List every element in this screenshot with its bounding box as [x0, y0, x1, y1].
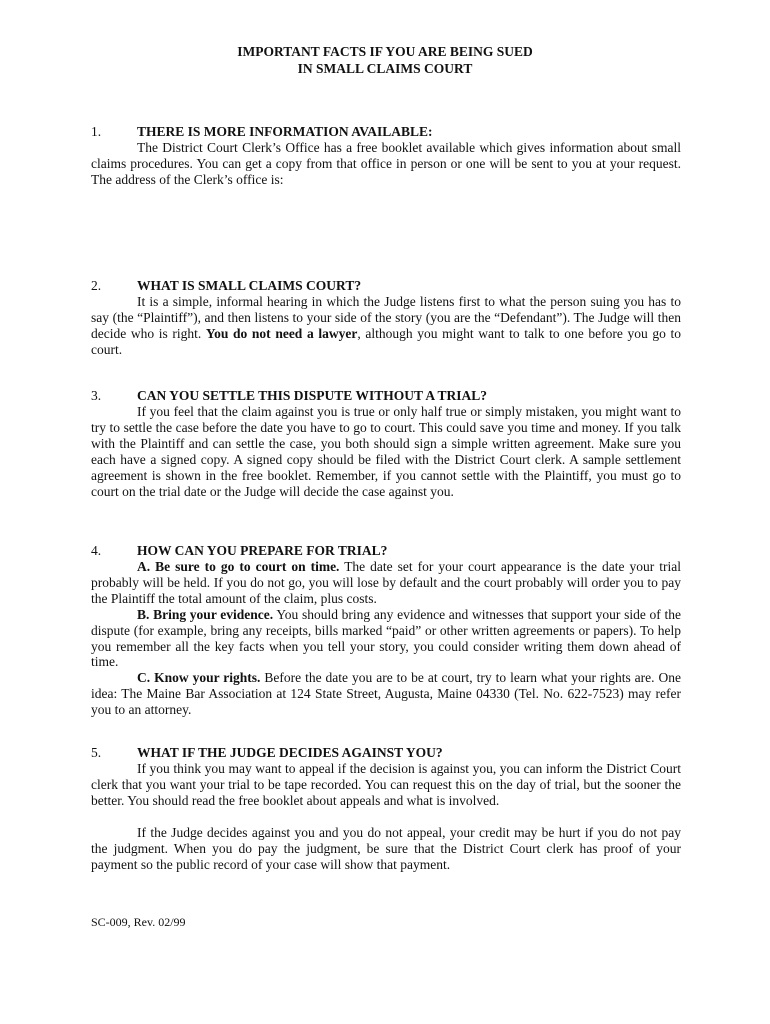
section-number: 4. — [91, 543, 102, 558]
section-title: THERE IS MORE INFORMATION AVAILABLE: — [137, 124, 433, 139]
section-heading — [91, 744, 681, 761]
paragraph-text: It is a simple, informal hearing in which the Judge listens first to what the person suing you has to say (the “Plaintiff”), and then listens to your side of the story (you are the “Defendant”). The Judge will then decide who is right. — [91, 294, 681, 341]
document-title-line-1: IMPORTANT FACTS IF YOU ARE BEING SUED — [237, 44, 533, 59]
form-number-footer: SC-009, Rev. 02/99 — [91, 915, 186, 929]
paragraph-text: , although you might want to talk to one before you go to court. — [91, 325, 682, 357]
paragraph-emphasis: You do not need a lawyer — [205, 325, 358, 341]
paragraph-text: The date set for your court appearance is the date your trial probably will be held. If you do not go, you will lose by default and the court probably will order you to pay the Plaintiff the total amount of the claim, plus costs. — [91, 559, 681, 606]
paragraph-a — [91, 559, 681, 607]
section-number: 1. — [91, 124, 102, 139]
section-2 — [91, 277, 681, 358]
paragraph-text: You should bring any evidence and witnesses that support your side of the dispute (for example, bring any receipts, bills marked “paid” or other written agreements or papers). To help you remember all the key facts when you tell your story, you could consider writing them down ahead of time. — [91, 606, 681, 670]
paragraph-emphasis: C. Know your rights. — [137, 670, 261, 686]
section-heading — [91, 277, 681, 294]
section-title: CAN YOU SETTLE THIS DISPUTE WITHOUT A TRIAL? — [137, 388, 487, 403]
section-number: 3. — [91, 388, 102, 403]
paragraph — [91, 140, 681, 188]
section-title: HOW CAN YOU PREPARE FOR TRIAL? — [137, 543, 388, 558]
paragraph-emphasis: B. Bring your evidence. — [137, 606, 274, 622]
paragraph-text: If you feel that the claim against you is true or only half true or simply mistaken, you might want to try to settle the case before the date you have to go to court. This could save you time and money. If you talk with the Plaintiff and can settle the case, you both should sign a simple written agreement. Make sure you each have a signed copy. A signed copy should be filed with the District Court clerk. A sample settlement agreement is shown in the free booklet. Remember, if you cannot settle with the Plaintiff, you must go to court on the trial date or the Judge will decide the case against you. — [91, 404, 681, 499]
paragraph — [91, 761, 681, 809]
section-heading — [91, 387, 681, 404]
section-number: 5. — [91, 745, 102, 760]
section-1 — [91, 123, 681, 188]
paragraph-text: The District Court Clerk’s Office has a free booklet available which gives information about small claims procedures. You can get a copy from that office in person or one will be sent to you at your request. The address of the Clerk’s office is: — [91, 140, 681, 187]
section-title: WHAT IF THE JUDGE DECIDES AGAINST YOU? — [137, 745, 443, 760]
paragraph — [91, 404, 681, 499]
section-heading — [91, 123, 681, 140]
section-number: 2. — [91, 278, 102, 293]
paragraph-text: If you think you may want to appeal if the decision is against you, you can inform the District Court clerk that you want your trial to be tape recorded. You can request this on the day of trial, but the sooner the better. You should read the free booklet about appeals and what is involved. — [91, 761, 681, 808]
paragraph — [91, 825, 681, 873]
paragraph-emphasis: A. Be sure to go to court on time. — [137, 559, 340, 574]
document-title-line-2: IN SMALL CLAIMS COURT — [297, 61, 473, 76]
section-heading — [91, 542, 681, 559]
paragraph-b — [91, 607, 681, 671]
paragraph-text: Before the date you are to be at court, try to learn what your rights are. One idea: The Maine Bar Association at 124 State Street, Augusta, Maine 04330 (Tel. No. 622-7523) may refer you to an attorney. — [91, 670, 681, 718]
paragraph-text: If the Judge decides against you and you do not appeal, your credit may be hurt if you do not pay the judgment. When you do pay the judgment, be sure that the District Court clerk has proof of your payment so the public record of your case will show that payment. — [91, 824, 681, 872]
paragraph — [91, 294, 681, 358]
section-title: WHAT IS SMALL CLAIMS COURT? — [137, 278, 362, 293]
section-5 — [91, 744, 681, 872]
section-4 — [91, 542, 681, 718]
paragraph-c — [91, 670, 681, 718]
section-3 — [91, 387, 681, 499]
